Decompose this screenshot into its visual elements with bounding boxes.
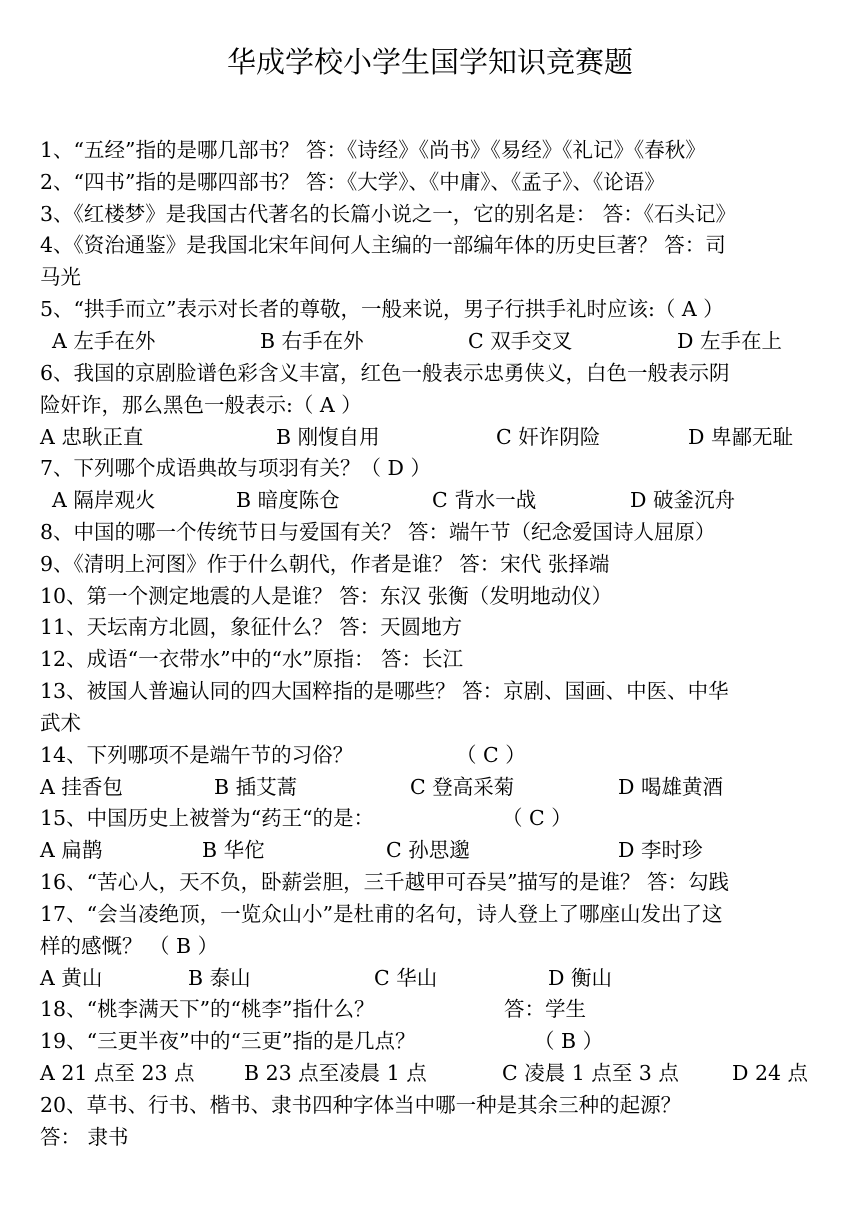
option-c: C 凌晨 1 点至 3 点: [502, 1061, 679, 1085]
answer-choice: （ C ）: [502, 806, 572, 830]
option-c: C 登高采菊: [410, 775, 515, 799]
question-16: 16、“苦心人，天不负，卧薪尝胆，三千越甲可吞吴”描写的是谁？ 答：勾践: [40, 870, 730, 894]
option-c: C 双手交叉: [468, 329, 573, 353]
option-a: A 黄山: [40, 966, 103, 990]
question-17-options: [40, 962, 830, 994]
question-text: 19、“三更半夜”中的“三更”指的是几点？: [40, 1029, 416, 1053]
option-d: D 李时珍: [618, 838, 703, 862]
option-b: B 刚愎自用: [276, 425, 380, 449]
question-8: 8、中国的哪一个传统节日与爱国有关？ 答：端午节（纪念爱国诗人屈原）: [40, 520, 716, 544]
question-5-options: [40, 325, 830, 357]
question-4-continued: 马光: [40, 265, 81, 289]
question-3: 3、《红楼梦》是我国古代著名的长篇小说之一，它的别名是： 答：《石头记》: [40, 202, 737, 226]
question-7-options: [40, 484, 830, 516]
question-20: 20、草书、行书、楷书、隶书四种字体当中哪一种是其余三种的起源？: [40, 1093, 682, 1117]
question-9: 9、《清明上河图》作于什么朝代，作者是谁？ 答：宋代 张择端: [40, 552, 610, 576]
option-b: B 23 点至凌晨 1 点: [244, 1061, 427, 1085]
question-6-continued: 险奸诈，那么黑色一般表示:（ A ）: [40, 393, 362, 417]
question-15: [40, 802, 830, 834]
answer-choice: （ C ）: [456, 743, 526, 767]
answer-choice: （ B ）: [534, 1029, 604, 1053]
page-title: 华成学校小学生国学知识竞赛题: [226, 45, 633, 79]
option-b: B 插艾蒿: [214, 775, 298, 799]
option-a: A 忠耿正直: [40, 425, 144, 449]
question-7: 7、下列哪个成语典故与项羽有关？（ D ）: [40, 456, 432, 480]
option-b: B 泰山: [188, 966, 251, 990]
question-11: 11、天坛南方北圆，象征什么？ 答：天圆地方: [40, 615, 463, 639]
question-6-options: [40, 421, 830, 453]
option-c: C 背水一战: [432, 488, 537, 512]
option-a: A 左手在外: [52, 329, 156, 353]
question-2: 2、“四书”指的是哪四部书？ 答：《大学》、《中庸》、《孟子》、《论语》: [40, 170, 665, 194]
question-1: 1、“五经”指的是哪几部书？ 答：《诗经》《尚书》《易经》《礼记》《春秋》: [40, 138, 706, 162]
question-10: 10、第一个测定地震的人是谁？ 答：东汉 张衡（发明地动仪）: [40, 584, 613, 608]
question-13: 13、被国人普遍认同的四大国粹指的是哪些？ 答：京剧、国画、中医、中华: [40, 679, 729, 703]
question-17-continued: 样的感慨？ （ B ）: [40, 934, 219, 958]
option-c: C 奸诈阴险: [496, 425, 601, 449]
question-4: 4、《资治通鉴》是我国北宋年间何人主编的一部编年体的历史巨著？ 答：司: [40, 233, 726, 257]
question-text: 14、下列哪项不是端午节的习俗？: [40, 743, 354, 767]
question-5: 5、“拱手而立”表示对长者的尊敬，一般来说，男子行拱手礼时应该:（ A ）: [40, 297, 724, 321]
option-b: B 右手在外: [260, 329, 364, 353]
option-d: D 破釜沉舟: [630, 488, 735, 512]
question-17: 17、“会当凌绝顶，一览众山小”是杜甫的名句，诗人登上了哪座山发出了这: [40, 902, 723, 926]
question-19-options: [40, 1057, 830, 1089]
option-a: A 隔岸观火: [52, 488, 156, 512]
option-b: B 华佗: [202, 838, 265, 862]
question-15-options: [40, 834, 830, 866]
option-a: A 21 点至 23 点: [40, 1061, 195, 1085]
question-19: [40, 1025, 830, 1057]
question-14: [40, 739, 830, 771]
question-text: 15、中国历史上被誉为“药王“的是：: [40, 806, 375, 830]
option-c: C 孙思邈: [386, 838, 470, 862]
option-d: D 24 点: [732, 1061, 809, 1085]
option-d: D 左手在上: [677, 329, 782, 353]
option-c: C 华山: [374, 966, 438, 990]
option-a: A 扁鹊: [40, 838, 103, 862]
question-20-answer: 答： 隶书: [40, 1125, 129, 1149]
question-text: 18、“桃李满天下”的“桃李”指什么？: [40, 997, 375, 1021]
option-d: D 卑鄙无耻: [688, 425, 793, 449]
question-13-continued: 武术: [40, 711, 81, 735]
option-d: D 衡山: [548, 966, 612, 990]
option-d: D 喝雄黄酒: [618, 775, 723, 799]
question-6: 6、我国的京剧脸谱色彩含义丰富，红色一般表示忠勇侠义，白色一般表示阴: [40, 361, 730, 385]
question-14-options: [40, 771, 830, 803]
option-b: B 暗度陈仓: [236, 488, 340, 512]
question-18: [40, 993, 830, 1025]
question-12: 12、成语“一衣带水”中的“水”原指： 答：长江: [40, 647, 464, 671]
answer-text: 答：学生: [504, 997, 586, 1021]
option-a: A 挂香包: [40, 775, 123, 799]
